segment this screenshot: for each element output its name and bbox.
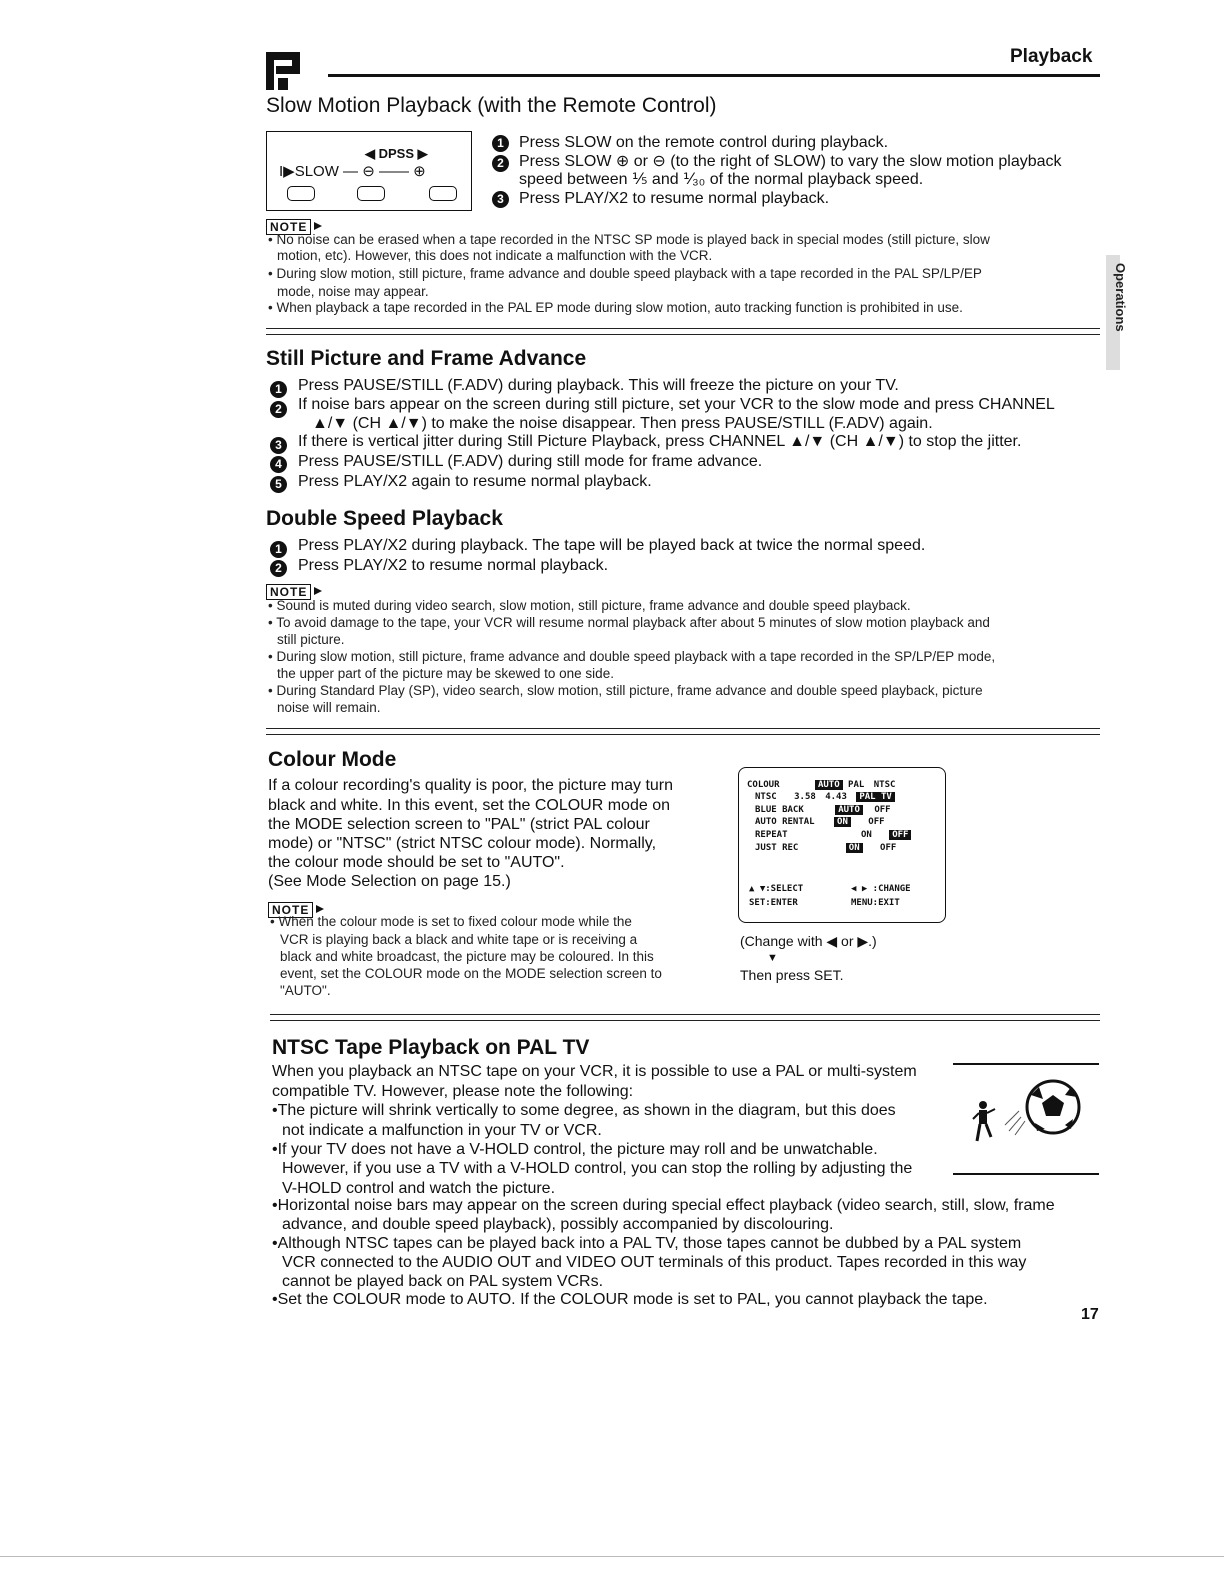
osd-row-auto-rental: AUTO RENTAL ON OFF (755, 817, 885, 827)
slow-title: Slow Motion Playback (with the Remote Control) (266, 94, 717, 117)
still-step-2: If noise bars appear on the screen during still picture, set your VCR to the slow mode and press CHANNEL (298, 396, 1055, 413)
ntsc-line-1: When you playback an NTSC tape on your VCR, it is possible to use a PAL or multi-system (272, 1063, 917, 1080)
colour-line-5: the colour mode should be set to "AUTO". (268, 854, 565, 871)
double-step-1: Press PLAY/X2 during playback. The tape will be played back at twice the normal speed. (298, 537, 926, 554)
slow-note-2: • During slow motion, still picture, frame advance and double speed playback with a tape recorded in the PAL SP/LP/EP (268, 266, 982, 281)
side-tab (1098, 255, 1128, 370)
double-note-4-cont: noise will remain. (277, 700, 381, 715)
osd-row-blue-back: BLUE BACK AUTO OFF (755, 805, 891, 815)
slow-step-1: Press SLOW on the remote control during playback. (519, 134, 889, 151)
still-title: Still Picture and Frame Advance (266, 347, 587, 370)
step-number: 1 (270, 381, 287, 398)
down-arrow-icon: ▼ (767, 952, 778, 964)
still-step-3: If there is vertical jitter during Still Picture Playback, press CHANNEL ▲/▼ (CH ▲/▼) to stop the jitter. (298, 433, 1022, 450)
note-tag: NOTE (266, 219, 311, 235)
osd-menu (738, 767, 946, 923)
still-step-2-cont: ▲/▼ (CH ▲/▼) to make the noise disappear. Then press PAUSE/STILL (F.ADV) again. (312, 415, 933, 432)
slow-label: I▶SLOW — ⊖ —— ⊕ (279, 163, 426, 180)
step-number: 2 (492, 155, 509, 172)
double-step-2: Press PLAY/X2 to resume normal playback. (298, 557, 609, 574)
soccer-ball-icon (1005, 1081, 1079, 1135)
osd-row-just-rec: JUST REC ON OFF (755, 843, 897, 853)
double-note-1: • Sound is muted during video search, slow motion, still picture, frame advance and double speed playback. (268, 598, 911, 613)
side-tab-label: Operations (1113, 263, 1128, 332)
header-rule (328, 74, 1100, 77)
slow-minus-button[interactable] (357, 186, 385, 201)
osd-exit-hint: MENU:EXIT (851, 898, 900, 908)
ntsc-line-4: not indicate a malfunction in your TV or VCR. (282, 1122, 602, 1139)
double-note-3: • During slow motion, still picture, frame advance and double speed playback with a tape recorded in the SP/LP/EP mode, (268, 649, 996, 664)
section-divider (266, 328, 1100, 335)
ntsc-line-12: cannot be played back on PAL system VCRs. (282, 1273, 604, 1290)
colour-title: Colour Mode (268, 748, 397, 771)
osd-change-hint: ◀ ▶ :CHANGE (851, 884, 911, 894)
still-step-4: Press PAUSE/STILL (F.ADV) during still mode for frame advance. (298, 453, 763, 470)
osd-caption-1: (Change with ◀ or ▶.) (740, 933, 877, 949)
colour-line-3: the MODE selection screen to "PAL" (strict PAL colour (268, 816, 650, 833)
step-number: 4 (270, 456, 287, 473)
step-number: 1 (270, 541, 287, 558)
double-note-3-cont: the upper part of the picture may be skewed to one side. (277, 666, 614, 681)
osd-enter-hint: SET:ENTER (749, 898, 798, 908)
step-number: 2 (270, 560, 287, 577)
slow-note-1-cont: motion, etc). However, this does not indicate a malfunction with the VCR. (277, 248, 713, 263)
slow-step-2: Press SLOW ⊕ or ⊖ (to the right of SLOW) to vary the slow motion playback (519, 153, 1062, 170)
slow-button[interactable] (287, 186, 315, 201)
colour-line-4: mode) or "NTSC" (strict NTSC colour mode). Normally, (268, 835, 657, 852)
double-note-2: • To avoid damage to the tape, your VCR will resume normal playback after about 5 minutes of slow motion playback and (268, 615, 990, 630)
still-step-5: Press PLAY/X2 again to resume normal playback. (298, 473, 652, 490)
double-note-4: • During Standard Play (SP), video search, slow motion, still picture, frame advance and double speed playback, picture (268, 683, 983, 698)
ntsc-line-6: However, if you use a TV with a V-HOLD control, you can stop the rolling by adjusting the (282, 1160, 913, 1177)
osd-row-repeat: REPEAT ON OFF (755, 830, 911, 840)
page-number: 17 (1081, 1306, 1099, 1323)
note-arrow-icon (316, 905, 324, 913)
colour-note-3: black and white broadcast, the picture may be coloured. In this (280, 949, 654, 964)
slow-note-1: • No noise can be erased when a tape recorded in the NTSC SP mode is played back in special modes (still picture, slow (268, 232, 990, 247)
slow-step-3: Press PLAY/X2 to resume normal playback. (519, 190, 830, 207)
colour-note-2: VCR is playing back a black and white tape or is receiving a (280, 932, 638, 947)
colour-note-5: "AUTO". (280, 983, 331, 998)
slow-step-2-cont: speed between ⅕ and ⅟₃₀ of the normal playback speed. (519, 171, 924, 188)
dpss-label: ◀ DPSS ▶ (365, 146, 428, 161)
osd-caption-2: Then press SET. (740, 967, 844, 983)
dpss-right-icon: ▶ (417, 146, 428, 161)
step-number: 3 (270, 437, 287, 454)
ntsc-line-11: VCR connected to the AUDIO OUT and VIDEO OUT terminals of this product. Tapes recorded in this way (282, 1254, 1027, 1271)
note-tag: NOTE (268, 902, 313, 918)
note-arrow-icon (314, 587, 322, 595)
step-number: 5 (270, 476, 287, 493)
ntsc-line-10: •Although NTSC tapes can be played back into a PAL TV, those tapes cannot be dubbed by a PAL system (272, 1235, 1022, 1252)
dpss-left-icon: ◀ (365, 146, 375, 161)
colour-line-2: black and white. In this event, set the COLOUR mode on (268, 797, 670, 814)
ntsc-line-7: V-HOLD control and watch the picture. (282, 1180, 556, 1197)
colour-note-1: • When the colour mode is set to fixed colour mode while the (270, 914, 632, 929)
player-figure-icon (973, 1101, 995, 1141)
ntsc-line-8: •Horizontal noise bars may appear on the screen during special effect playback (video search, still, slow, frame (272, 1197, 1055, 1214)
note-tag: NOTE (266, 584, 311, 600)
manual-logo-icon (264, 48, 308, 92)
ntsc-title: NTSC Tape Playback on PAL TV (272, 1036, 590, 1059)
step-number: 1 (492, 135, 509, 152)
ntsc-line-5: •If your TV does not have a V-HOLD control, the picture may roll and be unwatchable. (272, 1141, 878, 1158)
ntsc-line-3: •The picture will shrink vertically to some degree, as shown in the diagram, but this does (272, 1102, 896, 1119)
section-divider (266, 728, 1100, 735)
slow-note-3: • When playback a tape recorded in the PAL EP mode during slow motion, auto tracking function is prohibited in use. (268, 300, 963, 315)
remote-diagram (266, 131, 472, 211)
slow-plus-button[interactable] (429, 186, 457, 201)
note-arrow-icon (314, 222, 322, 230)
double-title: Double Speed Playback (266, 507, 503, 530)
bottom-edge-rule (0, 1556, 1224, 1557)
colour-note-4: event, set the COLOUR mode on the MODE selection screen to (280, 966, 662, 981)
osd-select-hint: ▲ ▼:SELECT (749, 884, 804, 894)
section-divider (270, 1014, 1100, 1021)
double-note-2-cont: still picture. (277, 632, 345, 647)
osd-row-colour: COLOUR AUTO PAL NTSC (747, 780, 896, 790)
still-step-1: Press PAUSE/STILL (F.ADV) during playback. This will freeze the picture on your TV. (298, 377, 899, 394)
osd-row-ntsc: NTSC 3.58 4.43 PAL TV (755, 792, 895, 802)
slow-note-2-cont: mode, noise may appear. (277, 284, 429, 299)
play-arrow-icon: I▶ (279, 163, 295, 180)
colour-line-1: If a colour recording's quality is poor, the picture may turn (268, 777, 674, 794)
step-number: 3 (492, 191, 509, 208)
ntsc-line-2: compatible TV. However, please note the following: (272, 1083, 634, 1100)
ntsc-line-13: •Set the COLOUR mode to AUTO. If the COLOUR mode is set to PAL, you cannot playback the tape. (272, 1291, 988, 1308)
section-label: Playback (1010, 46, 1093, 67)
colour-line-6: (See Mode Selection on page 15.) (268, 873, 511, 890)
ntsc-line-9: advance, and double speed playback), possibly accompanied by discolouring. (282, 1216, 834, 1233)
step-number: 2 (270, 401, 287, 418)
shrunk-picture-diagram (953, 1063, 1099, 1175)
